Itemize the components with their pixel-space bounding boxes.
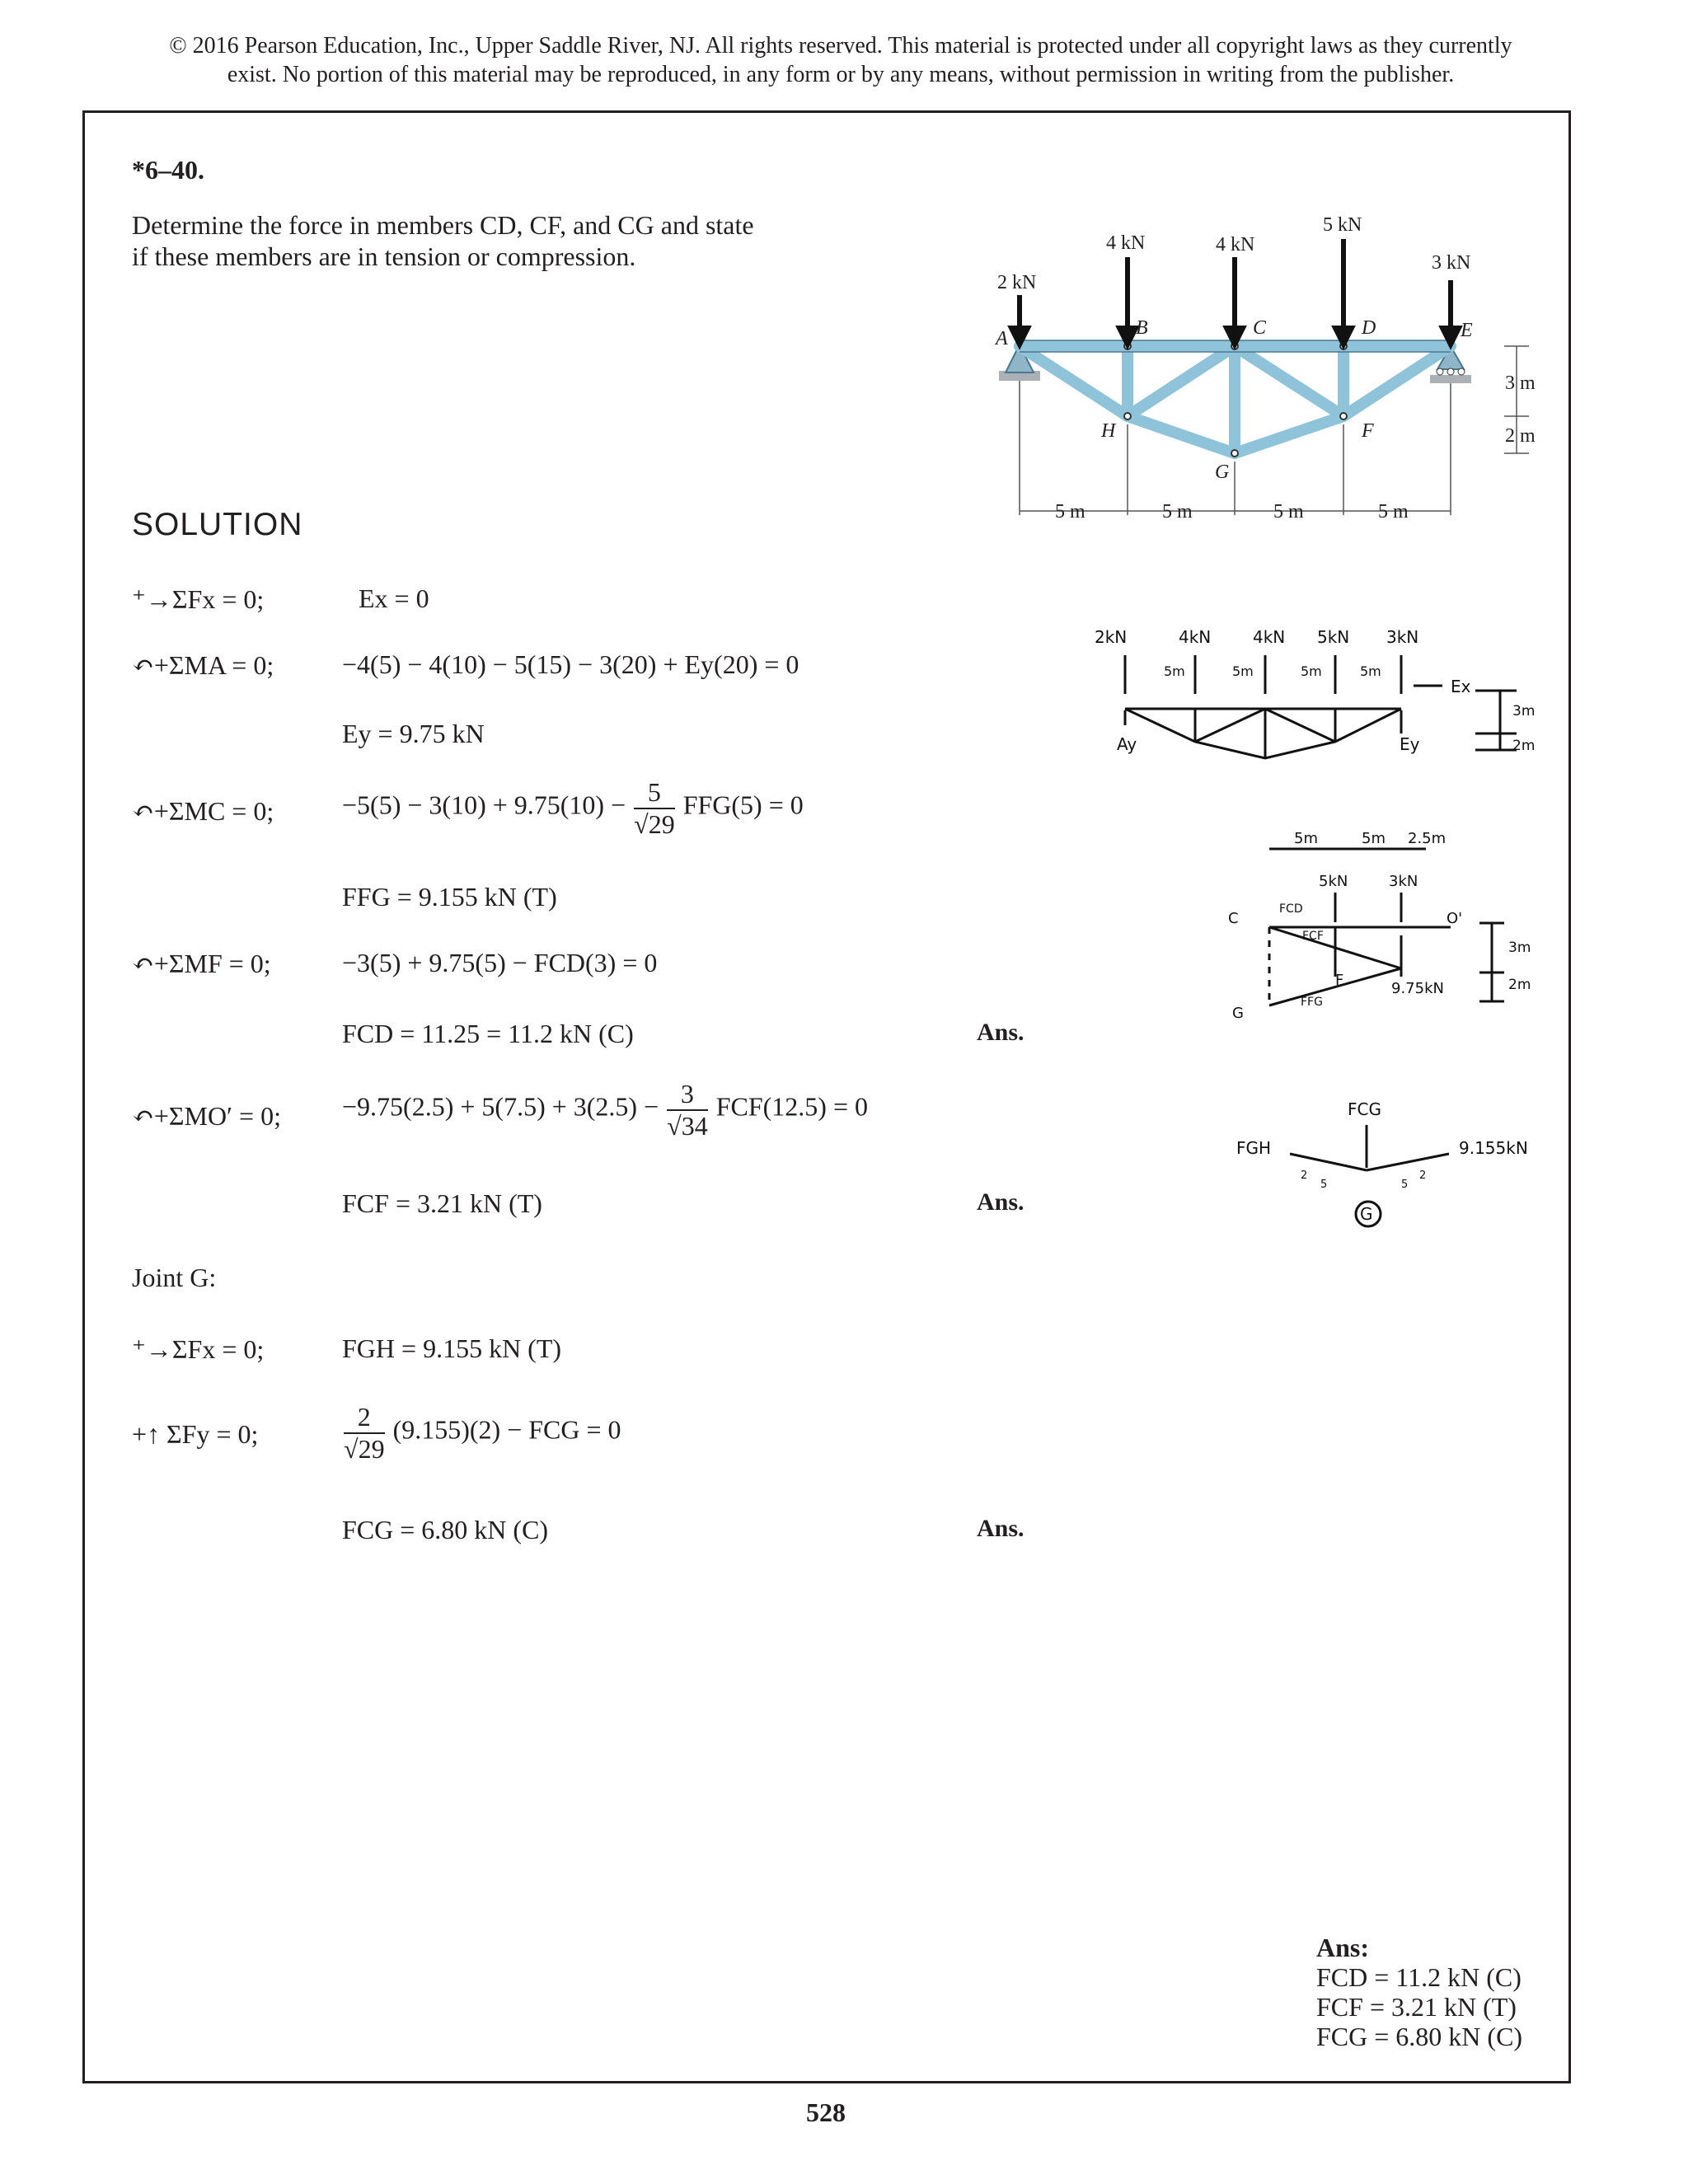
answer-fcd: FCD = 11.2 kN (C) [1316,1962,1522,1992]
answer-fcg: FCG = 6.80 kN (C) [1316,2022,1523,2051]
answer-fcf: FCF = 3.21 kN (T) [1316,1992,1517,2022]
load-label-3kn: 3 kN [1432,252,1471,274]
truss-members [1020,346,1451,453]
s3-fcg: FCG [1348,1099,1381,1119]
s2-c: C [1228,910,1239,927]
eq6-label: ↶+ΣMF = 0; [132,949,271,978]
s2-fcf: FCF [1302,930,1324,943]
s2-span-1: 5m [1294,830,1318,847]
eq4-pre: −5(5) − 3(10) + 9.75(10) − [342,790,626,820]
span-2: 5 m [1162,501,1193,523]
problem-number: *6–40. [132,155,204,185]
load-label-4kn-c: 4 kN [1216,234,1255,255]
eq11-post: (9.155)(2) − FCG = 0 [392,1414,621,1445]
height-2m: 2 m [1505,425,1536,447]
s1-3m: 3m [1512,703,1536,719]
eq2: −4(5) − 4(10) − 5(15) − 3(20) + Ey(20) = 0 [342,649,799,679]
eq9: FCF = 3.21 kN (T) [342,1188,542,1218]
sketch-section [1220,820,1550,1034]
joint-e: E [1461,320,1473,341]
load-label-2kn: 2 kN [997,272,1037,293]
load-label-4kn-b: 4 kN [1106,232,1146,254]
eq11-den: √29 [344,1434,385,1464]
joint-g: G [1215,462,1230,483]
eq11-fraction [344,1401,385,1464]
s3-g: G [1360,1204,1373,1224]
answer-summary [1316,1933,1522,2051]
statement-line-2: if these members are in tension or compression. [132,241,636,271]
copyright-line-2: exist. No portion of this material may be reproduced, in any form or by any means, without permission in writing from the publisher. [227,62,1455,87]
s2-load-3kn: 3kN [1389,873,1418,890]
ans-label-fcf: Ans. [977,1188,1025,1216]
sketch-joint-g [1228,1092,1550,1240]
eq4-fraction [634,776,675,839]
span-1: 5 m [1055,501,1085,523]
s2-2m: 2m [1508,977,1531,993]
eq8 [342,1078,868,1141]
s2-reaction: 9.75kN [1391,980,1444,997]
s1-load-5kn: 5kN [1317,627,1350,647]
eq4 [342,776,804,839]
eq11 [342,1401,621,1464]
eq8-num: 3 [667,1078,708,1111]
page-number: 528 [806,2097,846,2127]
joint-f: F [1362,420,1374,442]
s2-g: G [1232,1005,1244,1022]
answer-title: Ans: [1316,1933,1370,1962]
s2-lines [1269,849,1504,1005]
s3-slope-1: 2 [1301,1169,1308,1182]
s3-9155kn: 9.155kN [1459,1138,1528,1158]
s1-span-4: 5m [1360,663,1381,679]
s1-span-3: 5m [1301,663,1322,679]
eq4-num: 5 [634,776,675,809]
s1-load-3kn: 3kN [1386,627,1419,647]
s3-slope-3: 5 [1401,1179,1409,1191]
s1-load-4kn-2: 4kN [1253,627,1286,647]
copyright-notice [124,31,1558,89]
s3-slope-2: 5 [1320,1179,1328,1191]
s2-span-2: 5m [1362,830,1386,847]
s2-ffg: FFG [1301,996,1323,1009]
s2-fcd: FCD [1279,902,1303,916]
s2-span-3: 2.5m [1408,830,1447,847]
eq4-label: ↶+ΣMC = 0; [132,796,274,826]
s2-load-5kn: 5kN [1319,873,1348,890]
s2-f: F [1335,972,1344,989]
eq8-label: ↶+ΣMO′ = 0; [132,1101,281,1131]
s1-span-1: 5m [1164,663,1185,679]
eq2-label: ↶+ΣMA = 0; [132,650,274,680]
eq11-num: 2 [344,1401,385,1434]
span-3: 5 m [1273,501,1304,523]
eq8-pre: −9.75(2.5) + 5(7.5) + 3(2.5) − [342,1091,659,1122]
eq12: FCG = 6.80 kN (C) [342,1515,549,1544]
s1-load-2kn: 2kN [1095,627,1128,647]
s3-fgh: FGH [1236,1138,1272,1158]
s2-o-prime: O' [1447,910,1463,927]
eq3: Ey = 9.75 kN [342,719,485,748]
eq8-post: FCF(12.5) = 0 [715,1091,868,1122]
s2-3m: 3m [1508,940,1531,956]
statement-line-1: Determine the force in members CD, CF, and CG and state [132,210,754,240]
eq6: −3(5) + 9.75(5) − FCD(3) = 0 [342,948,658,977]
eq4-post: FFG(5) = 0 [682,790,804,820]
ans-label-fcg: Ans. [977,1515,1025,1542]
s1-2m: 2m [1512,738,1536,754]
sketch-whole-truss [1088,618,1550,775]
joint-b: B [1136,317,1148,339]
copyright-line-1: © 2016 Pearson Education, Inc., Upper Saddle River, NJ. All rights reserved. This material is protected under all copyright laws as they currently [169,33,1512,59]
eq8-fraction [667,1078,708,1141]
problem-statement [132,209,832,272]
eq11-label: +↑ ΣFy = 0; [132,1419,259,1449]
truss-figure [973,198,1550,544]
eq10: FGH = 9.155 kN (T) [342,1333,562,1363]
eq1-label: ⁺→ΣFx = 0; [132,584,265,614]
joint-g-heading: Joint G: [132,1263,217,1292]
joint-h: H [1101,420,1116,442]
s1-ey: Ey [1400,734,1420,754]
eq10-label: ⁺→ΣFx = 0; [132,1334,265,1364]
eq8-den: √34 [667,1111,708,1141]
s3-slope-4: 2 [1419,1169,1427,1182]
joint-c: C [1253,317,1267,339]
solution-heading: SOLUTION [132,507,303,542]
span-4: 5 m [1378,501,1409,523]
height-3m: 3 m [1505,373,1536,394]
eq4-den: √29 [634,809,675,839]
s1-ex: Ex [1451,677,1471,696]
joint-d: D [1362,317,1376,339]
s1-load-4kn-1: 4kN [1179,627,1212,647]
eq1: Ex = 0 [359,583,429,613]
s1-ay: Ay [1117,734,1137,754]
load-label-5kn: 5 kN [1323,214,1362,236]
s1-span-2: 5m [1232,663,1254,679]
joint-a: A [996,328,1008,349]
ans-label-fcd: Ans. [977,1019,1025,1046]
eq5: FFG = 9.155 kN (T) [342,882,557,912]
eq7: FCD = 11.25 = 11.2 kN (C) [342,1019,634,1048]
